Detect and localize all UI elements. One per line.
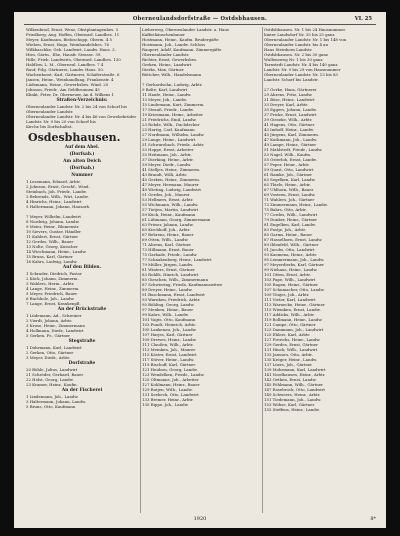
directory-entry: 35 Heitmann, Joh., Arbtr. [142, 152, 192, 157]
directory-entry: Ostdsbhausen. Nr. 1 bis 24 Hausnummer [264, 27, 346, 32]
directory-page [14, 12, 386, 528]
directory-entry: 85 Gieschen, Wilh., Zimmermann [142, 277, 208, 282]
directory-entry: 107 Schumacher, Otto, Landw. [264, 287, 325, 292]
directory-entry: 133 Janssen, Otto, Arbtr. [264, 352, 313, 357]
directory-entry: Klinkt, Peter, Dr. Oberneuer, An d. Wilkens 1 [26, 92, 115, 97]
directory-entry: 135 Kröger, Heinr., Landw. [264, 357, 318, 362]
directory-entry: 33 Dreyer, Karl, Arbtr. [264, 102, 309, 107]
directory-entry: 1 Dohrmann, Karl, Landwirt [26, 345, 82, 350]
running-title: Oberneulandsdorfstraße — Ostdsbhausen. [132, 16, 268, 22]
directory-entry: 103 Pape, Wilh., Landwirt [264, 277, 316, 282]
directory-entry: 151 Tiedemann, Joh., Landw. [264, 397, 322, 402]
directory-entry: 75 Garbade, Friedr., Landw. [142, 252, 198, 257]
directory-entry: Kaffeehäuschenbauer [142, 32, 185, 37]
directory-entry: Johnson, Friedr., Am Geldbrunnen 45 [26, 87, 100, 92]
directory-entry: 105 Lankenau, Joh., Landw. [142, 327, 197, 332]
directory-entry: 16 Kahrs, Ludwig, Landw. [26, 259, 78, 264]
directory-entry: 49 Lampe, Heinr., Gärtner [264, 142, 317, 147]
directory-entry: 15 Bruns, Karl, Gärtner [26, 254, 73, 259]
directory-entry: 63 Prüser, Johann, Landw. [142, 222, 194, 227]
directory-entry: Landstr. Nr. 9 bis 20 von Schorf bis [26, 119, 96, 124]
directory-entry: 27 Gerke, Hans, Gärtnerei [264, 87, 317, 92]
section-subheading: (Dorfsab.) [69, 152, 95, 157]
directory-entry: 91 Buschmann, Ernst, Landwirt [142, 292, 205, 297]
header-rule [24, 24, 376, 25]
directory-entry: 149 Schweers, Heinr., Arbtr. [264, 392, 321, 397]
entries-f [26, 345, 138, 360]
directory-entry: 111 Vietor, Karl, Landwirt [264, 297, 316, 302]
directory-entry: 107 Harjes, Karl, Gärtner [142, 332, 193, 337]
directory-entry: Wullensweg Nr. 1 bis 30 ganz [264, 57, 323, 62]
section-heading-stegstrasse: Stegstraße [68, 339, 96, 344]
directory-entry: 7 Gerhardsohn, Ludwig, Arbtr. [142, 82, 203, 87]
directory-entry: Oberneulander Landstr. [26, 109, 74, 114]
directory-entry: 73 Zimmermann, Heinr., Landw. [264, 202, 328, 207]
directory-entry: 15 Lindemann, Kurt, Zimmerm. [142, 102, 205, 107]
directory-entry: 23 Rohde, Wilh., Dachdecker [142, 122, 200, 127]
directory-entry: 55 Wichmann, Wilh., Landw. [142, 202, 199, 207]
footer-mark: 8* [370, 516, 376, 522]
directory-entry: 5 Gerken, Fr., Gärtner [26, 333, 70, 338]
directory-entry: 121 Heidorn, Georg, Landw. [142, 367, 198, 372]
directory-entry: 69 Vosteen, Ernst, Landw. [264, 192, 316, 197]
directory-entry: 139 Mohrmann, Karl, Landwirt [264, 367, 326, 372]
directory-entry: 145 Pöhlmann, Wilh., Gärtner [264, 382, 323, 387]
directory-entry: 37 Dierking, Heinr., Arbtr. [142, 157, 194, 162]
directory-entry: 117 Stöver, Heinr., Landw. [142, 357, 195, 362]
directory-entry: 29 Lange, Heinr., Landwirt [142, 137, 196, 142]
directory-entry: 87 Hasselhorn, Ernst, Landw. [264, 237, 323, 242]
directory-entry: 81 Winters, Ernst, Gärtner [142, 267, 195, 272]
directory-entry: Wilkenbrod, Ernst, Wenz, Obstplantagenbes. 5 [26, 27, 119, 32]
entries-right [264, 27, 378, 412]
directory-entry: Wieben, Ernst, Hugo, Weinhandelsbes. 76 [26, 42, 110, 47]
directory-entry: 101 Otten, Ernst, Arbtr. [264, 272, 311, 277]
directory-entry: 3 Wahlers, Herm., Arbtr. [26, 281, 75, 286]
directory-entry: 91 Jacobs, Otto, Landwirt [264, 247, 315, 252]
directory-entry: Hostmann, Joh., Landw. Schloss [142, 42, 206, 47]
directory-entry: 119 Bollmann, Heinr., Landw. [264, 317, 323, 322]
directory-entry: 4 Hollmann, Diedr., Landwirt [26, 328, 84, 333]
directory-entry: 41 Stelljes, Heinr., Zimmerm. [142, 167, 201, 172]
directory-entry: 14 Wiechmann, Heinr., Landw. [26, 249, 87, 254]
directory-entry: 39 Gieseke, Wilh., Arbtr. [264, 117, 313, 122]
directory-entry: 109 Drewes, Heinr., Landw. [142, 337, 197, 342]
directory-entry: 65 Thiele, Heinr., Arbtr. [264, 182, 311, 187]
directory-entry: 115 Köster, Ernst, Landwirt [142, 352, 197, 357]
directory-entry: 61 Lühmann, Georg, Zimmermann [142, 217, 211, 222]
directory-entry: 67 Uhlhorn, Wilh., Bauer [264, 187, 314, 192]
directory-entry: 21 Friedrichs, Emil, Landw. [142, 117, 197, 122]
directory-entry: 5 Meyer, Friedrich, Bauer [26, 291, 78, 296]
directory-entry: 65 Kirchhoff, Joh., Arbtr. [142, 227, 191, 232]
directory-entry: 4 Lange, Heinr., Zimmerm. [26, 286, 80, 291]
directory-entry: 99 Niehaus, Heinr., Landw. [264, 267, 318, 272]
directory-entry: 1 Schrader, Diedrich, Pastor [26, 271, 82, 276]
directory-entry: 27 Nordmann, Wilhelm, Landw. [142, 132, 205, 137]
directory-entry: 43 Brandt, Willi, Arbtr. [142, 172, 188, 177]
directory-entry: 37 Fricke, Ernst, Landwirt [264, 112, 317, 117]
directory-entry: Oberneulander Landstr. Nr. 13 bis 83 [264, 72, 338, 77]
directory-entry: 1 Lesemann, Eduard, Arbtr. [26, 179, 81, 184]
directory-entry: Friedberg, Aug. Hoffen, Obermed. Landbes. 11 [26, 32, 120, 37]
directory-entry: 2 Johnson, Ernst, Geschf., Wind. [26, 184, 90, 189]
directory-entry: Lieberweg, Oberneulander Landstr. a. Haus [142, 27, 229, 32]
directory-entry: 59 Quast, Otto, Landwirt [264, 167, 314, 172]
directory-entry: 17 Strauß, Friedr., Landw. [142, 107, 194, 112]
directory-entry: 123 Dammann, Joh., Landwirt [264, 327, 324, 332]
directory-entry: 95 Lemmermann, Joh., Landw. [264, 257, 325, 262]
entries-middle [142, 27, 260, 407]
directory-entry: 53 Nagel, Wilh., Kaufm. [264, 152, 312, 157]
section-heading-deich: Am alten Deich [63, 159, 101, 164]
directory-entry: Landstr. Nr. 9 bis 29 von Hausnummer [264, 67, 341, 72]
directory-entry: 2 Kück, Johann, Zimmerm. [26, 276, 79, 281]
directory-entry: 83 Rohlfs, Hinrich, Landwirt [142, 272, 199, 277]
directory-entry: Steinbach, Joh. Friedr., Landw. [26, 189, 87, 194]
directory-entry: 53 Hellmers, Ernst, Arbtr. [142, 197, 194, 202]
directory-entry: 141 Nordhausen, Heinr., Arbtr. [264, 372, 326, 377]
directory-entry: 3 Haltermann, Johann, Landw. [26, 399, 87, 404]
directory-entry: 43 Imhoff, Heinr., Landw. [264, 127, 314, 132]
section-subheading: (Dorfsab.) [69, 166, 95, 171]
column-divider [262, 27, 263, 513]
directory-entry: 3 Meyer, Diedr., Arbtr. [26, 355, 71, 360]
directory-entry: 5 Haltermann, Johann, Hausarb. [26, 204, 91, 209]
directory-entry: Raupert, Adolf, Kaufmann. Zimmergäfte [142, 47, 222, 52]
directory-entry: 2 Vierdt, Johann, Arbtr. [26, 318, 72, 323]
directory-entry: 127 Frerichs, Heinr., Landw. [264, 337, 321, 342]
directory-entry: 125 Ehlers, Karl, Arbtr. [264, 332, 311, 337]
directory-entry: Rauf, Frlg. Gärtnerei, Landw. Haus. 50. [26, 67, 105, 72]
entries-c [26, 179, 138, 264]
directory-entry: Oberneulander Landstr. Nr. 2 bis 24 von Schorf bis [26, 104, 127, 109]
directory-entry: 97 Meyerdierks, Karl, Gärtner [264, 262, 324, 267]
section-heading-brueckstrasse: An der Brückstraße [57, 307, 107, 312]
directory-entry: 95 Böhling, Georg, Landw. [142, 302, 195, 307]
entries-e [26, 313, 138, 338]
directory-entry: 143 Oetken, Ernst, Landw. [264, 377, 317, 382]
directory-entry: Wachenhorst, Karl, Gärtnerei, Schäferstraße. 6 [26, 72, 120, 77]
directory-entry: 21 Schröder, Gerhard, Bauer [26, 372, 84, 377]
directory-entry: 121 Campe, Otto, Gärtner [264, 322, 316, 327]
directory-entry: 129 Ratjen, Wilh., Landw. [142, 387, 193, 392]
directory-entry: 11 Kahlert, Ernst, Gärtner [26, 234, 79, 239]
column-left [26, 27, 138, 409]
directory-entry: 35 Eggers, Johann, Landw. [264, 107, 317, 112]
directory-entry: 51 Mahlstedt, Friedr., Landw. [264, 147, 323, 152]
directory-entry: 79 Dunker, Heinr., Gärtner [264, 217, 317, 222]
section-heading-nummer: Nummer [71, 173, 93, 178]
directory-entry: 99 Kahrs, Wilh., Landw. [142, 312, 189, 317]
directory-entry: 137 Lüers, Joh., Gärtner [264, 362, 313, 367]
directory-entry: Kirche bis Dorfschaltst. [26, 124, 73, 129]
directory-entry: Oberneuländer Landstr. [142, 52, 190, 57]
directory-entry: 47 Meyer, Hermann, Maurer [142, 182, 199, 187]
entries-a [26, 27, 138, 97]
directory-entry: Wilkhaschke, Geb. Landwirt, Landw. Haus. 3. [26, 47, 116, 52]
column-divider [140, 27, 141, 513]
section-heading-fischerei: An der Fischerei [61, 388, 103, 393]
directory-entry: 109 Tönjes, Joh., Arbtr. [264, 292, 310, 297]
directory-entry: 31 Schwarzbach, Friedr., Arbtr. [142, 142, 205, 147]
directory-entry: 135 Rippe, Joh., Landw. [142, 402, 189, 407]
directory-entry: 7 Meyer, Wilhelm, Landwirt [26, 214, 81, 219]
footer-year: 1920 [193, 516, 207, 522]
directory-entry: 57 Tietjen, Martin, Landwirt [142, 207, 199, 212]
directory-entry: 41 Hagens, Otto, Gärtner [264, 122, 315, 127]
directory-entry: 33 Hoppe, Ernst, Arbeiter [142, 147, 194, 152]
directory-entry: 57 Peper, Heinr., Arbtr. [264, 162, 310, 167]
column-right [264, 27, 378, 412]
page-number: VI. 25 [354, 16, 372, 22]
section-heading-street-index: Straßen-Verzeichnis: [56, 98, 108, 103]
directory-entry: 25 Hartig, Carl, Kaufmann [142, 127, 195, 132]
directory-entry: 103 Pundt, Heinrich, Arbtr. [142, 322, 196, 327]
directory-entry: 75 Bahrs, Otto, Arbtr. [264, 207, 307, 212]
directory-entry: Tarnstedt Landstr. Nr. 4 bis 140 ganz [264, 62, 338, 67]
entries-g [26, 367, 138, 387]
directory-entry: 125 Oltmanns, Joh., Arbeiter [142, 377, 199, 382]
entries-h [26, 394, 138, 409]
section-heading-bilden: Auf den Bilden. [62, 265, 102, 270]
directory-entry: 31 Böse, Heinr., Landwirt [264, 97, 315, 102]
section-heading-dorfstrasse: Dorfstraße [68, 361, 96, 366]
directory-entry: 79 Müller, Jürgen, Landw. [142, 262, 194, 267]
directory-entry: 45 Gerken, Heinr., Zimmerm. [142, 177, 201, 182]
directory-entry: 22 Holst, Georg, Landw. [26, 377, 74, 382]
directory-entry: 127 Kohlmann, Heinr., Bauer [142, 382, 200, 387]
directory-entry: 93 Warnken, Friedrich, Arbtr. [142, 297, 201, 302]
directory-entry: 87 Schwiering, Frieda, Kaufmannswitwe [142, 282, 223, 287]
directory-entry: Richter, Ernst, Gewerbsbes. [142, 57, 198, 62]
directory-entry: Böttcher, Wilh., Handelsmann [142, 72, 202, 77]
directory-entry: 77 Schnakenberg, Heinr., Landwirt [142, 257, 212, 262]
directory-entry: 13 Meyer, Joh., Landw. [142, 97, 188, 102]
directory-entry: 93 Kaemena, Heinr., Arbtr. [264, 252, 317, 257]
directory-entry: 13 Nolte, Georg, Kutscher [26, 244, 78, 249]
directory-entry: 2 Gerken, Otto, Gärtner [26, 350, 74, 355]
directory-entry: 1 Lüdemann, Ad., Schreiner [26, 313, 82, 318]
directory-entry: Hille, Frieb. Landwirts, Obermed. Landbes. 130 [26, 57, 121, 62]
directory-entry: Ostdsbhausen. Nr. 2 bis 30 ganz [264, 52, 328, 57]
directory-entry: 4 Hinrichs, Heinr., Landwirt [26, 199, 82, 204]
directory-entry: 5 Bruns, Otto, Kaufmann [26, 404, 76, 409]
directory-entry: 77 Cordes, Wilh., Landwirt [264, 212, 318, 217]
directory-entry: 81 Engelken, Karl, Landw. [264, 222, 317, 227]
directory-entry: 111 Claußen, Wilh., Arbtr. [142, 342, 194, 347]
directory-entry: 61 Ramke, Joh., Gärtner [264, 172, 312, 177]
directory-entry: 101 Vagts, Otto, Kaufmann [142, 317, 196, 322]
directory-entry: Hostmann, Heinr., Kaufm. Brudergäfte [142, 37, 219, 42]
directory-entry: 3 Kruse, Heinr., Zimmermann [26, 323, 85, 328]
directory-entry: 6 Buchholz, Joh., Landw. [26, 296, 75, 301]
directory-entry: 47 Kathmann, Joh., Landw. [264, 137, 318, 142]
directory-entry: Lüdemann, Heinr., Gewerbsbes. Wind. 20 [26, 82, 109, 87]
directory-entry: Haus Steinborn Landstr. [264, 47, 313, 52]
entries-b [26, 104, 138, 129]
directory-entry: 129 Gerdes, Ernst, Gärtner [264, 342, 318, 347]
directory-entry: 29 Ahrens, Fritz, Landw. [264, 92, 313, 97]
directory-entry: 8 Nordwig, Johann, Landw. [26, 219, 80, 224]
directory-entry: 71 Wahlers, Joh., Gärtner [264, 197, 315, 202]
directory-entry: 10 Sievers, Gustav, Händler [26, 229, 82, 234]
directory-entry: 23 Kramer, Heinr., Kaufm. [26, 382, 78, 387]
section-heading-abel: Auf dem Abel. [64, 145, 100, 150]
directory-entry: 11 Haufe, Heinr., Landw. [142, 92, 192, 97]
directory-entry: 1 Lindemann, Joh., Landw. [26, 394, 79, 399]
directory-entry: 89 Dreyer, Heinr., Landw. [142, 287, 193, 292]
directory-entry: 39 Meyer, Diedr., Landw. [142, 162, 192, 167]
directory-entry: 133 Bremer, Heinr., Arbtr. [142, 397, 194, 402]
directory-entry: 73 Hillmann, Ernst, Bauer [142, 247, 194, 252]
directory-entry: 51 Gerdes, Joh., Maurer [142, 192, 190, 197]
directory-entry: 131 Hinck, Wilh., Landwirt [264, 347, 318, 352]
directory-entry: Dierks, Max, Gärtner [142, 67, 184, 72]
directory-entry: 83 Fastje, Joh., Arbtr. [264, 227, 306, 232]
directory-entry: Jansen, Heinr., Weinhandlung, Frankenstr. 4 [26, 77, 114, 82]
directory-entry: 155 Steffens, Heinr., Landw. [264, 407, 320, 412]
directory-entry: 71 Ahrens, Karl, Gärtner [142, 242, 191, 247]
entries-d [26, 271, 138, 306]
directory-entry: 131 Seebeck, Otto, Landwirt [142, 392, 199, 397]
directory-entry: Haldlow, L. M., Oberneul. Landbes. 7 4 [26, 62, 104, 67]
directory-entry: Oberneulander Landstr. bis 4 an [264, 42, 328, 47]
directory-entry: Gerken, Heinr., Landwirt [142, 62, 192, 67]
directory-entry: Hies, Gärtn., Ehe, Hausfr. Strasse. 39. [26, 52, 102, 57]
directory-entry: 67 Behrens, Heinr., Bauer [142, 232, 194, 237]
directory-entry: 89 Ihlenfeld, Wilh., Gärtner [264, 242, 319, 247]
directory-entry: 63 Segelken, Karl, Landw. [264, 177, 316, 182]
directory-entry: 69 Otten, Wilh., Landw. [142, 237, 189, 242]
directory-entry: 97 Menken, Heinr., Bauer [142, 307, 194, 312]
directory-entry: 49 Wieting, Ludwig, Landwirt [142, 187, 201, 192]
directory-entry: 113 Meinken, Joh., Maurer [142, 347, 196, 352]
directory-entry: 9 Bolte, Karl, Landwirt [142, 87, 188, 92]
directory-entry: 9 Meier, Heinr., Blumenstr. [26, 224, 80, 229]
directory-entry: 55 Osterloh, Ernst, Landw. [264, 157, 317, 162]
directory-entry: Oberneulander Landstr. Nr. 4 bis 46 von Gewebebrüder [26, 114, 137, 119]
directory-entry: 113 Warnecke, Heinr., Gärtner [264, 302, 325, 307]
directory-entry: 19 Kriesmann, Heinr., Arbeiter [142, 112, 204, 117]
directory-entry: 147 Rosebrock, Otto, Landwirt [264, 387, 325, 392]
directory-entry: 85 Garms, Heinr., Bauer [264, 232, 313, 237]
directory-entry: 20 Böhle, Julius, Landwirt [26, 367, 78, 372]
locality-title: Osdesbhausen. [28, 131, 121, 144]
directory-entry: 117 Addicks, Wilh., Arbtr. [264, 312, 315, 317]
directory-entry: 3 Behrends, Wilh., Wirt, Landw. [26, 194, 89, 199]
directory-entry: Landstr. Schorf bis Landstr. [264, 77, 319, 82]
directory-entry: 12 Gerdes, Wilh., Bauer [26, 239, 74, 244]
directory-entry: 7 Lange, Ernst, Krankenpfl. [26, 301, 81, 306]
directory-entry: hinter Landsdorf Nr. 35 bis 25 ganz [264, 32, 335, 37]
directory-entry: Meyer, Kaufmann, Bieloschopp. Oberm. 4 5 [26, 37, 113, 42]
directory-entry: 153 Wöbse, Karl, Gärtner [264, 402, 315, 407]
directory-entry: 123 Wendelken, Friedr., Landw. [142, 372, 205, 377]
directory-entry: 105 Rugen, Heinr., Gärtner [264, 282, 318, 287]
column-middle [142, 27, 260, 407]
directory-entry: 119 Bischoff, Karl, Gärtner [142, 362, 196, 367]
directory-entry: Oberneulander Landstr. Nr. 1 bis 148 von [264, 37, 347, 42]
directory-entry: 115 Wiemken, Ernst, Landw. [264, 307, 321, 312]
directory-entry: 59 Kück, Heinr., Kaufmann [142, 212, 196, 217]
directory-entry: 45 Jürgens, Karl, Zimmerm. [264, 132, 320, 137]
